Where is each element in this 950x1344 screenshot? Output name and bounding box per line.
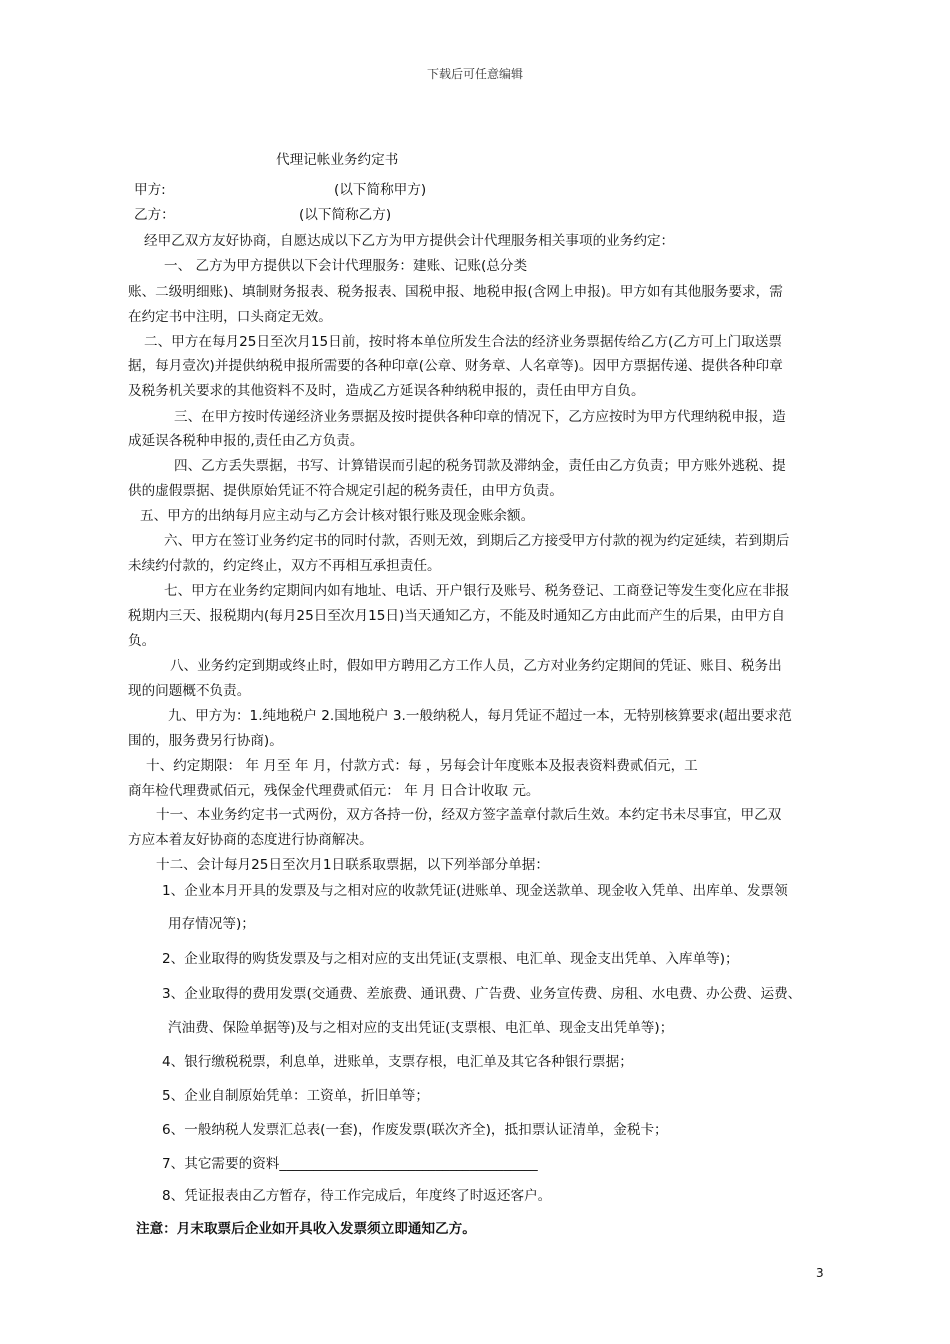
list-item-7: 7、其它需要的资料______________________________________ [162,1156,538,1172]
list-item-1-line-1: 1、企业本月开具的发票及与之相对应的收款凭证(进账单、现金送款单、现金收入凭单、出库单、发票领 [162,883,788,899]
list-item-6: 6、一般纳税人发票汇总表(一套)，作废发票(联次齐全)，抵扣票认证清单，金税卡； [162,1122,668,1138]
list-item-8: 8、凭证报表由乙方暂存，待工作完成后，年度终了时返还客户。 [162,1188,552,1204]
page-number: 3 [816,1266,824,1280]
list-item-5: 5、企业自制原始凭单：工资单，折旧单等； [162,1088,429,1104]
clause-7-line-3: 负。 [128,633,156,649]
clause-2-line-3: 及税务机关要求的其他资料不及时，造成乙方延误各种纳税申报的，责任由甲方自负。 [128,383,645,399]
clause-7-line-1: 七、甲方在业务约定期间内如有地址、电话、开户银行及账号、税务登记、工商登记等发生变化应在非报 [164,583,790,599]
clause-4-line-2: 供的虚假票据、提供原始凭证不符合规定引起的税务责任，由甲方负责。 [128,483,563,499]
clause-8-line-1: 八、业务约定到期或终止时，假如甲方聘用乙方工作人员，乙方对业务约定期间的凭证、账目、税务出 [170,658,782,674]
list-item-3-line-2: 汽油费、保险单据等)及与之相对应的支出凭证(支票根、电汇单、现金支出凭单等)； [168,1020,674,1036]
clause-6-line-1: 六、甲方在签订业务约定书的同时付款，否则无效，到期后乙方接受甲方付款的视为约定延续，若到期后 [164,533,790,549]
clause-6-line-2: 未续约付款的，约定终止，双方不再相互承担责任。 [128,558,441,574]
clause-10-line-2: 商年检代理费贰佰元，残保金代理费贰佰元： 年 月 日合计收取 元。 [128,783,540,799]
party-a-note: (以下简称甲方) [334,182,427,198]
list-item-3-line-1: 3、企业取得的费用发票(交通费、差旅费、通讯费、广告费、业务宣传费、房租、水电费、办公费、运费、 [162,986,802,1002]
clause-3-line-2: 成延误各税种申报的,责任由乙方负责。 [128,433,364,449]
clause-10-line-1: 十、约定期限： 年 月至 年 月，付款方式：每 ，另每会计年度账本及报表资料费贰佰元，工 [146,758,698,774]
clause-7-line-2: 税期内三天、报税期内(每月25日至次月15日)当天通知乙方，不能及时通知乙方由此而产生的后果，由甲方自 [128,608,785,624]
clause-3-line-1: 三、在甲方按时传递经济业务票据及按时提供各种印章的情况下，乙方应按时为甲方代理纳税申报，造 [174,409,786,425]
party-a-label: 甲方: [134,182,166,198]
document-title: 代理记帐业务约定书 [276,152,399,168]
party-b-label: 乙方： [134,207,175,223]
party-b-note: (以下简称乙方) [299,207,392,223]
clause-1-line-1: 一、 乙方为甲方提供以下会计代理服务：建账、记账(总分类 [164,258,528,274]
clause-12-line-1: 十二、会计每月25日至次月1日联系取票据，以下列举部分单据： [156,857,549,873]
intro-line: 经甲乙双方友好协商，自愿达成以下乙方为甲方提供会计代理服务相关事项的业务约定： [144,233,675,249]
clause-2-line-2: 据，每月壹次)并提供纳税申报所需要的各种印章(公章、财务章、人名章等)。因甲方票据传递、提供各种印章 [128,358,783,374]
clause-4-line-1: 四、乙方丢失票据，书写、计算错误而引起的税务罚款及滞纳金，责任由乙方负责；甲方账外逃税、提 [174,458,786,474]
notice-text: 注意：月末取票后企业如开具收入发票须立即通知乙方。 [136,1221,476,1237]
clause-11-line-2: 方应本着友好协商的态度进行协商解决。 [128,832,373,848]
clause-8-line-2: 现的问题概不负责。 [128,683,251,699]
clause-9-line-1: 九、甲方为：1.纯地税户 2.国地税户 3.一般纳税人，每月凭证不超过一本，无特别核算要求(超出要求范 [168,708,792,724]
clause-11-line-1: 十一、本业务约定书一式两份，双方各持一份，经双方签字盖章付款后生效。本约定书未尽事宜，甲乙双 [156,807,782,823]
clause-2-line-1: 二、甲方在每月25日至次月15日前，按时将本单位所发生合法的经济业务票据传给乙方(乙方可上门取送票 [144,334,783,350]
list-item-4: 4、银行缴税税票，利息单，进账单，支票存根，电汇单及其它各种银行票据； [162,1054,633,1070]
clause-9-line-2: 围的，服务费另行协商)。 [128,733,283,749]
page-header: 下载后可任意编辑 [426,67,523,81]
clause-5-line-1: 五、甲方的出纳每月应主动与乙方会计核对银行账及现金账余额。 [140,508,535,524]
list-item-1-line-2: 用存情况等)； [168,916,255,932]
list-item-2: 2、企业取得的购货发票及与之相对应的支出凭证(支票根、电汇单、现金支出凭单、入库单等)； [162,951,739,967]
clause-1-line-2: 账、二级明细账)、填制财务报表、税务报表、国税申报、地税申报(含网上申报)。甲方如有其他服务要求，需 [128,284,783,300]
clause-1-line-3: 在约定书中注明，口头商定无效。 [128,309,332,325]
